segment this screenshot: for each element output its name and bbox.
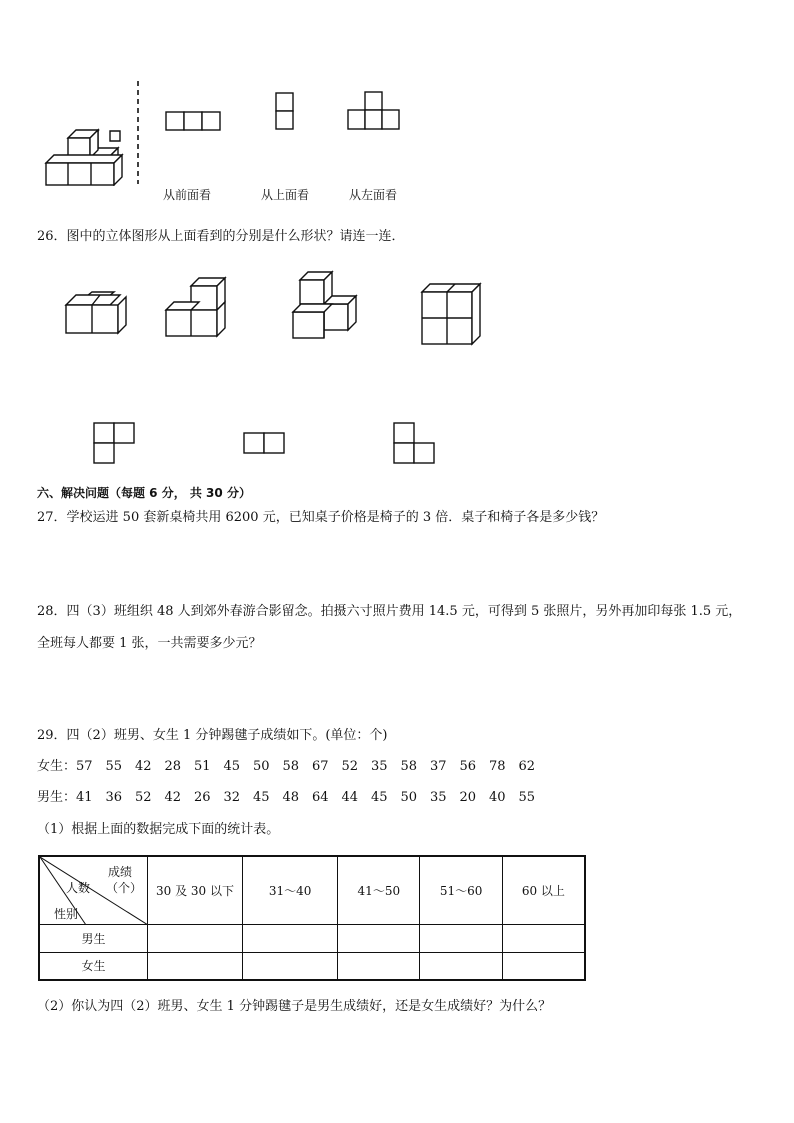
boys-score: 64 bbox=[312, 790, 329, 805]
solid-4 bbox=[422, 284, 480, 344]
boys-score: 45 bbox=[371, 790, 388, 805]
views-figure bbox=[40, 76, 420, 186]
left-view-shape bbox=[348, 92, 399, 129]
range-header-3: 51～60 bbox=[420, 856, 502, 924]
girls-score: 50 bbox=[253, 759, 270, 774]
question-28-line1: 28．四（3）班组织 48 人到郊外春游合影留念。拍摄六寸照片费用 14.5 元，可得到 5 张照片，另外再加印每张 1.5 元， bbox=[37, 604, 742, 619]
girls-score: 58 bbox=[282, 759, 300, 774]
top-shape-b bbox=[244, 433, 284, 453]
question-26: 26．图中的立体图形从上面看到的分别是什么形状？请连一连． bbox=[37, 229, 405, 244]
girls-score: 55 bbox=[105, 759, 123, 774]
boys-score: 36 bbox=[105, 790, 123, 805]
girls-score: 37 bbox=[430, 759, 447, 774]
girls-score: 56 bbox=[459, 759, 477, 774]
boys-score: 20 bbox=[459, 790, 477, 805]
front-view-shape bbox=[166, 112, 220, 130]
solid-2 bbox=[166, 278, 225, 336]
boys-score: 42 bbox=[164, 790, 182, 805]
top-shape-a bbox=[94, 423, 134, 463]
boys-score: 55 bbox=[518, 790, 536, 805]
boys-score: 32 bbox=[223, 790, 241, 805]
header-count: 人数 bbox=[66, 881, 91, 895]
girls-scores bbox=[76, 757, 548, 777]
section-6-title: 六、解决问题（每题 6 分， 共 30 分） bbox=[37, 486, 251, 500]
boys-score: 44 bbox=[341, 790, 359, 805]
girls-score: 67 bbox=[312, 759, 329, 774]
diagonal-header-cell bbox=[39, 856, 147, 924]
cube-solid-figure bbox=[46, 130, 122, 185]
row-label-girls: 女生 bbox=[39, 952, 147, 980]
question-29-part1: （1）根据上面的数据完成下面的统计表。 bbox=[37, 822, 280, 837]
range-header-1: 31～40 bbox=[243, 856, 338, 924]
girls-score: 42 bbox=[135, 759, 152, 774]
header-gender: 性别 bbox=[54, 907, 79, 921]
boys-label: 男生： bbox=[37, 790, 77, 805]
stats-table bbox=[38, 855, 586, 981]
question-28-line2: 全班每人都要 1 张，一共需要多少元？ bbox=[37, 636, 262, 651]
top-view-label: 从上面看 bbox=[261, 188, 310, 202]
question-27: 27．学校运进 50 套新桌椅共用 6200 元，已知桌子价格是椅子的 3 倍．桌子和椅子各是多少钱？ bbox=[37, 510, 605, 525]
table-row-boys bbox=[39, 924, 585, 952]
boys-score: 52 bbox=[135, 790, 152, 805]
boys-score: 40 bbox=[489, 790, 506, 805]
boys-score: 35 bbox=[430, 790, 447, 805]
table-row-girls bbox=[39, 952, 585, 980]
q26-top-shapes bbox=[90, 418, 440, 468]
boys-scores bbox=[76, 788, 548, 808]
boys-score: 48 bbox=[282, 790, 300, 805]
boys-score: 45 bbox=[253, 790, 270, 805]
boys-score: 50 bbox=[400, 790, 418, 805]
girls-score: 58 bbox=[400, 759, 418, 774]
cell[interactable] bbox=[338, 952, 420, 980]
question-29-part2: （2）你认为四（2）班男、女生 1 分钟踢毽子是男生成绩好，还是女生成绩好？为什么？ bbox=[37, 999, 552, 1014]
row-label-boys: 男生 bbox=[39, 924, 147, 952]
range-header-0: 30 及 30 以下 bbox=[147, 856, 242, 924]
girls-scores-row bbox=[37, 757, 548, 777]
cell[interactable] bbox=[502, 924, 585, 952]
cell[interactable] bbox=[147, 924, 242, 952]
girls-score: 57 bbox=[76, 759, 93, 774]
range-header-2: 41～50 bbox=[338, 856, 420, 924]
cell[interactable] bbox=[243, 952, 338, 980]
boys-score: 41 bbox=[76, 790, 93, 805]
cell[interactable] bbox=[502, 952, 585, 980]
header-unit: （个） bbox=[106, 881, 143, 895]
girls-score: 28 bbox=[164, 759, 182, 774]
cell[interactable] bbox=[338, 924, 420, 952]
top-view-shape bbox=[276, 93, 293, 129]
girls-score: 62 bbox=[518, 759, 536, 774]
girls-score: 78 bbox=[489, 759, 506, 774]
cell[interactable] bbox=[147, 952, 242, 980]
girls-score: 35 bbox=[371, 759, 388, 774]
cell[interactable] bbox=[243, 924, 338, 952]
front-view-label: 从前面看 bbox=[163, 188, 212, 202]
left-view-label: 从左面看 bbox=[349, 188, 398, 202]
girls-score: 51 bbox=[194, 759, 211, 774]
q26-solids bbox=[60, 270, 490, 350]
solid-1 bbox=[66, 292, 126, 333]
boys-score: 26 bbox=[194, 790, 211, 805]
question-29-intro: 29．四（2）班男、女生 1 分钟踢毽子成绩如下。(单位：个) bbox=[37, 728, 388, 743]
solid-3 bbox=[293, 272, 356, 338]
cell[interactable] bbox=[420, 924, 502, 952]
boys-scores-row bbox=[37, 788, 548, 808]
header-score: 成绩 bbox=[108, 865, 133, 879]
cell[interactable] bbox=[420, 952, 502, 980]
girls-label: 女生： bbox=[37, 759, 77, 774]
girls-score: 45 bbox=[223, 759, 241, 774]
girls-score: 52 bbox=[341, 759, 359, 774]
top-shape-c bbox=[394, 423, 434, 463]
range-header-4: 60 以上 bbox=[502, 856, 585, 924]
